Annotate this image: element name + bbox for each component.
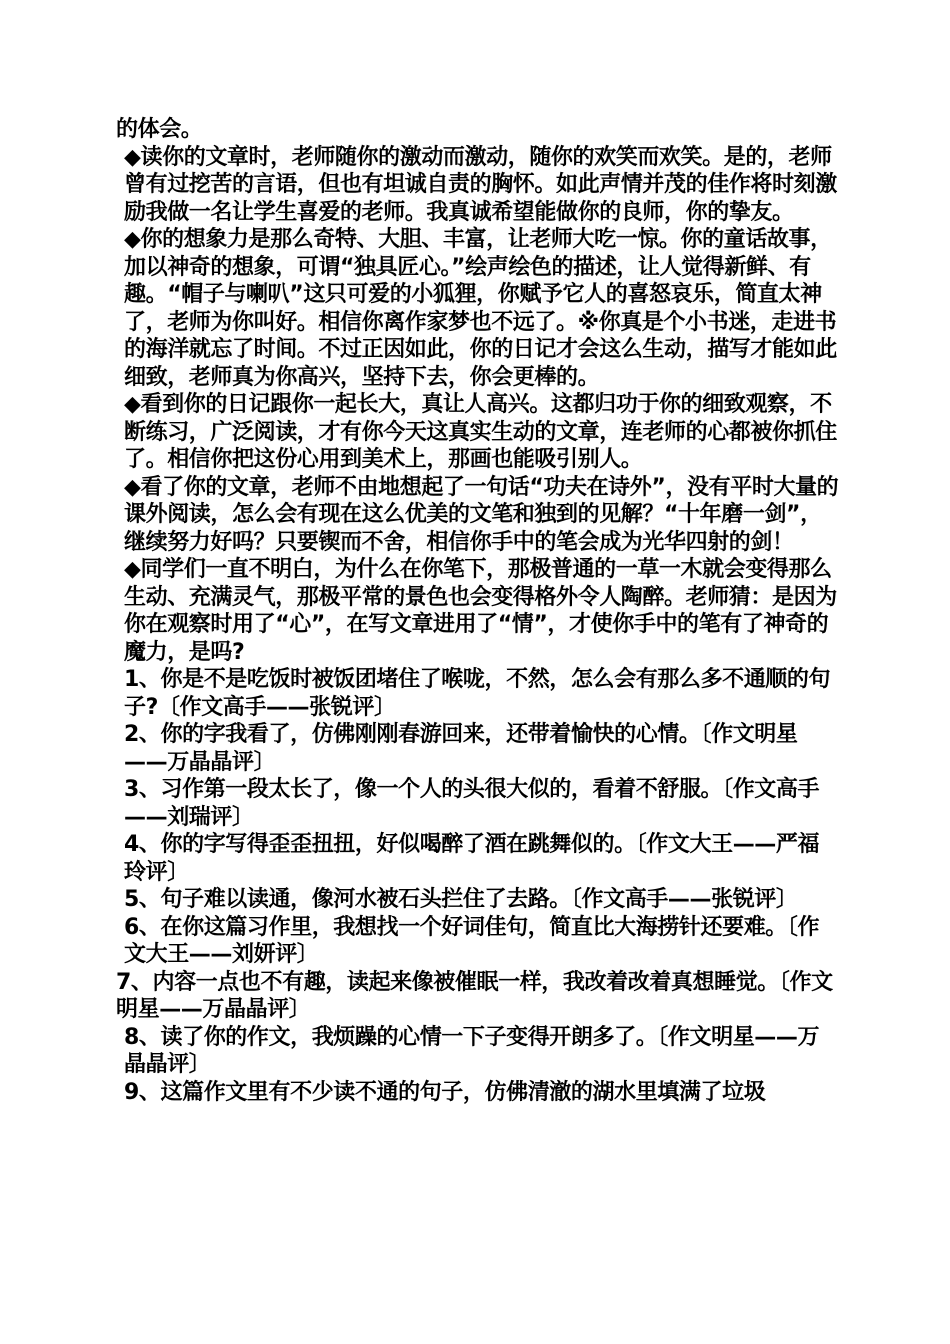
numbered-comment: 9、这篇作文里有不少读不通的句子，仿佛清澈的湖水里填满了垃圾 — [124, 1079, 766, 1105]
comment-paragraph: ◆你的想象力是那么奇特、大胆、丰富，让老师大吃一惊。你的童话故事，加以神奇的想象，可谓“独具匠心。”绘声绘色的描述，让人觉得新鲜、有趣。“帽子与喇叭”这只可爱的小狐狸，你赋予它人的喜怒哀乐，简直太神了，老师为你叫好。相信你离作家梦也不远了。※你真是个小书迷，走进书的海洋就忘了时间。不过正因如此，你的日记才会这么生动，描写才能如此细致，老师真为你高兴，坚持下去，你会更棒的。 — [124, 227, 837, 390]
comment-paragraph: ◆看到你的日记跟你一起长大，真让人高兴。这都归功于你的细致观察，不断练习，广泛阅读，才有你今天这真实生动的文章，连老师的心都被你抓住了。相信你把这份心用到美术上，那画也能吸引别人。 — [124, 392, 837, 472]
paragraph-continuation: 的体会。 — [116, 117, 203, 142]
comment-paragraph: ◆同学们一直不明白，为什么在你笔下，那极普通的一草一木就会变得那么生动、充满灵气，那极平常的景色也会变得格外令人陶醉。老师猜：是因为你在观察时用了“心”，在写文章进用了“情”，才使你手中的笔有了神奇的魔力，是吗? — [124, 557, 837, 665]
numbered-comment: 1、你是不是吃饭时被饭团堵住了喉咙，不然，怎么会有那么多不通顺的句子?〔作文高手——张锐评〕 — [124, 667, 831, 720]
numbered-comment: 4、你的字写得歪歪扭扭，好似喝醉了酒在跳舞似的。〔作文大王——严福玲评〕 — [124, 832, 820, 885]
comment-paragraph: ◆看了你的文章，老师不由地想起了一句话“功夫在诗外”，没有平时大量的课外阅读，怎么会有现在这么优美的文笔和独到的见解？“十年磨一剑”，继续努力好吗？只要锲而不舍，相信你手中的笔会成为光华四射的剑！ — [124, 474, 839, 555]
numbered-comment: 8、读了你的作文，我烦躁的心情一下子变得开朗多了。〔作文明星——万晶晶评〕 — [124, 1024, 820, 1077]
numbered-comment: 6、在你这篇习作里，我想找一个好词佳句，简直比大海捞针还要难。〔作文大王——刘妍评〕 — [124, 914, 820, 967]
numbered-comment: 3、习作第一段太长了，像一个人的头很大似的，看着不舒服。〔作文高手——刘瑞评〕 — [124, 777, 820, 830]
document-body — [116, 116, 840, 1106]
numbered-comment: 7、内容一点也不有趣，读起来像被催眠一样，我改着改着真想睡觉。〔作文明星——万晶晶评〕 — [116, 969, 833, 1022]
comment-paragraph: ◆读你的文章时，老师随你的激动而激动，随你的欢笑而欢笑。是的，老师曾有过挖苦的言语，但也有坦诚自责的胸怀。如此声情并茂的佳作将时刻激励我做一名让学生喜爱的老师。我真诚希望能做你的良师，你的挚友。 — [124, 144, 837, 225]
numbered-comment: 2、你的字我看了，仿佛刚刚春游回来，还带着愉快的心情。〔作文明星——万晶晶评〕 — [124, 722, 798, 775]
numbered-comment: 5、句子难以读通，像河水被石头拦住了去路。〔作文高手——张锐评〕 — [124, 887, 798, 912]
